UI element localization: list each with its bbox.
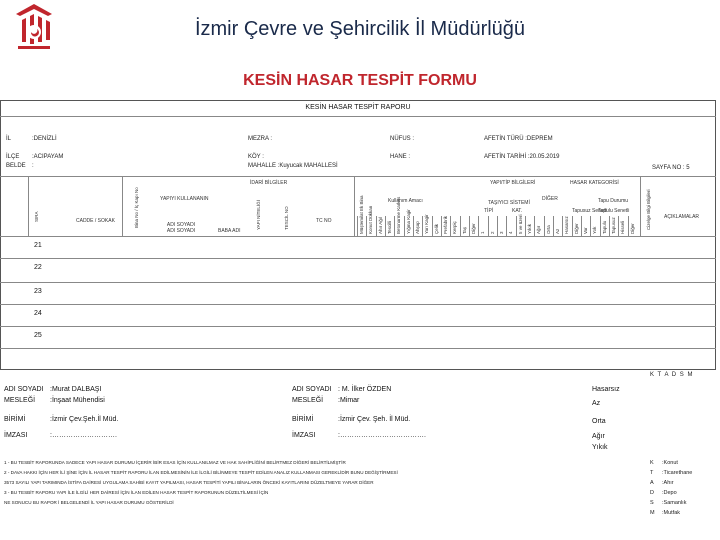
belde-label: BELDE (6, 163, 26, 169)
sub-column-header: Orta (545, 225, 551, 234)
sub-column-header: Taş (461, 226, 467, 234)
column-divider (553, 216, 554, 236)
legend-desc: :Samanlık (662, 500, 687, 506)
right-sign: :………………………………. (338, 432, 426, 439)
bina-no-header: Bina No / İç Kapı No (134, 187, 139, 228)
column-divider (441, 216, 442, 236)
column-divider (460, 216, 461, 236)
mezra-field: MEZRA : (248, 136, 273, 142)
damage-level: Orta (592, 418, 606, 425)
note-line: 2 - DAVA HAKKI İÇİN HER İLİ ŞİNE İÇİN İL HASAR TESPİT RAPORU İLAN EDİLMESİNİN İLE İLGİLİ BİLİNMEYE TESPİT EDİLEN ANALIZ KULLANMASI GEREKLİDİR BUNU DEĞİŞTİRMESİ (4, 470, 398, 475)
diger-header: DİĞER (542, 196, 558, 202)
mahalle-field: MAHALLE :Kuyucak MAHALLESİ (248, 163, 338, 169)
damage-level: Hasarsız (592, 386, 620, 393)
yapi-kullanan-header: YAPIYI KULLANANIN (160, 196, 209, 202)
sub-column-header: 5 ve üzeri (517, 214, 523, 234)
note-line: 1 - BU TESBİT RAPORUNDA SADECE YAPI HASAR DURUMU İÇERİR İBİR ESAS İÇİN KULLANILMAZ VE HAK SAHİPLİĞİNİ BELİRTMEZ DİĞERİ BELİRTİLMİŞTİR (4, 460, 346, 465)
afet-turu-field: AFETİN TÜRÜ :DEPREM (484, 136, 553, 142)
column-divider (544, 216, 545, 236)
sub-column-header: Yarı Kagir (424, 214, 430, 234)
legend-desc: :Ticarethane (662, 470, 693, 476)
tasiyici-header: TAŞIYICI SİSTEMİ (488, 200, 530, 206)
idari-header: İDARİ BİLGİLER (250, 180, 288, 186)
sub-column-header: Var (583, 227, 588, 234)
row-number: 24 (34, 310, 42, 317)
note-line: NE SONUCU BU RAPOR İ BELGELENDİ İL YAPI HASAR DURUMU GÖSTERİLDİ (4, 500, 174, 505)
il-label: İL (6, 136, 12, 142)
column-divider (376, 216, 377, 236)
sub-column-header: Hisseli (620, 220, 626, 234)
sira-header: SIRA (34, 211, 39, 222)
page-title: İzmir Çevre ve Şehircilik İl Müdürlüğü (194, 18, 526, 40)
column-divider (413, 216, 414, 236)
hane-field: HANE : (390, 154, 411, 160)
left-job: :İnşaat Mühendisi (50, 397, 105, 404)
sub-column-header: Betonarme Karkas (396, 196, 402, 234)
column-divider (516, 216, 517, 236)
nufus-field: NÜFUS : (390, 136, 414, 142)
sub-column-header: Tapusuz (611, 217, 616, 234)
baba-adi-header: BABA ADI (218, 228, 241, 234)
legend-code: A (650, 480, 654, 486)
legend-desc: :Konut (662, 460, 678, 466)
tapusuz-header: Tapusuz Senetli (572, 208, 608, 214)
tc-no-header: TC NO (316, 218, 332, 224)
column-divider (628, 216, 629, 236)
tapulu-header: Tapulu Senetli (598, 208, 630, 214)
right-job-label: MESLEĞİ (292, 397, 324, 404)
left-sign: :………………………. (50, 432, 117, 439)
column-divider (432, 216, 433, 236)
left-unit: :İzmir Çev.Şeh.İl Müd. (50, 416, 119, 423)
left-sign-label: İMZASI (4, 432, 28, 439)
legend-desc: :Ahır (662, 480, 674, 486)
legend-desc: :Depo (662, 490, 677, 496)
note-line: 3573 SAYILI YAPI TARIMINDA İSTİFA DAİRESİ UYGULAMA SAHİBİ KAYIT YAPILMASI, HASAR TESPİTİ YAPILI BİNALARIN ÖNCEKİ KAYITLARINI DÜZELTMEYE YARAR DİĞER (4, 480, 374, 485)
sub-column-header: Konut Dükkan (368, 205, 374, 234)
column-divider (609, 216, 610, 236)
sub-column-header: 1 (480, 231, 486, 234)
column-divider (497, 216, 498, 236)
sub-column-header: Yığma Kagir (405, 209, 411, 234)
column-divider (600, 216, 601, 236)
right-name-label: ADI SOYADI (292, 386, 332, 393)
sub-column-header: 4 (508, 231, 514, 234)
afet-tarihi-field: AFETİN TARİHİ :20.05.2019 (484, 154, 560, 160)
hasar-header: HASAR KATEGORİSİ (570, 180, 619, 186)
sub-column-header: Yok (592, 226, 598, 234)
sub-column-header: Ahşap (415, 221, 420, 234)
tescil-no-header: TESCİL NO (284, 206, 289, 230)
koy-field: KÖY : (248, 154, 264, 160)
legend-desc: :Mutfak (662, 510, 681, 516)
row-number: 23 (34, 288, 42, 295)
kat-header: KAT. (512, 208, 523, 214)
column-divider (581, 216, 582, 236)
legend-code: S (650, 500, 654, 506)
cadde-header: CADDE / SOKAK (76, 218, 115, 224)
form-title: KESİN HASAR TESPİT FORMU (243, 72, 477, 89)
page-number: SAYFA NO : 5 (652, 165, 690, 171)
column-divider (525, 216, 526, 236)
left-job-label: MESLEĞİ (4, 397, 36, 404)
right-unit-label: BİRİMİ (292, 416, 314, 423)
sub-column-header: Hasarsız (564, 216, 570, 234)
sub-column-header: Az (555, 228, 560, 234)
right-sign-label: İMZASI (292, 432, 316, 439)
column-divider (357, 216, 358, 236)
sub-column-header: 2 (489, 231, 495, 234)
sub-column-header: Diğer (629, 223, 635, 234)
kullanim-header: Kullanım Amacı (388, 198, 423, 204)
tapu-durumu-header: Tapu Durumu (598, 198, 629, 204)
legend-codes: K T A D S M (650, 372, 694, 378)
column-divider (572, 216, 573, 236)
sub-column-header: 3 (499, 231, 504, 234)
left-unit-label: BİRİMİ (4, 416, 26, 423)
belde-value: : (32, 163, 34, 169)
right-unit: :İzmir Çev. Şeh. İl Müd. (338, 416, 411, 423)
adi-soyadi-header: ADI SOYADI ADI SOYADI (166, 222, 196, 234)
il-value: :DENİZLİ (32, 136, 57, 142)
legend-code: K (650, 460, 654, 466)
sub-column-header: Tapulu (601, 220, 607, 234)
sub-column-header: Ahır Ağıl (377, 216, 383, 234)
column-divider (385, 216, 386, 236)
damage-level: Az (592, 400, 601, 407)
left-name-label: ADI SOYADI (4, 386, 44, 393)
legend-code: T (650, 470, 654, 476)
ilce-label: İLÇE (6, 154, 20, 160)
sub-column-header: Çelik (433, 223, 439, 234)
sub-column-header: Tescilli (387, 220, 392, 234)
column-divider (404, 216, 405, 236)
legend-code: D (650, 490, 654, 496)
right-name: : M. İlker ÖZDEN (338, 386, 392, 393)
right-job: :Mimar (338, 397, 360, 404)
aciklama-header: AÇIKLAMALAR (664, 214, 700, 220)
left-name: :Murat DALBAŞI (50, 386, 102, 393)
ilce-value: :ACIPAYAM (32, 154, 64, 160)
tipi-header: TİPİ (484, 208, 494, 214)
sub-column-header: Diğer (471, 223, 476, 234)
sub-column-header: Müştemilat Ek Bina (359, 195, 364, 234)
report-title: KESİN HASAR TESPİT RAPORU (305, 104, 411, 111)
row-number: 25 (34, 332, 42, 339)
cizelge-header: Cizelge Bilgi Bilgileri (646, 189, 651, 230)
damage-level: Ağır (592, 433, 605, 440)
sub-column-header: Ağır (536, 225, 542, 234)
sub-column-header: Yıkık (527, 223, 532, 234)
yapi-header: YAPI/TİP BİLGİLERİ (490, 180, 536, 186)
sub-column-header: Prefabrik (443, 215, 448, 234)
legend-code: M (650, 510, 655, 516)
damage-level: Yıkık (592, 444, 608, 451)
column-divider (469, 216, 470, 236)
column-divider (488, 216, 489, 236)
yapi-niteligi-header: YAPI NİTELİĞİ (256, 200, 261, 230)
note-line: 3 - BU TESBİT RAPORU YAPI İLE İLGİLİ HER DAİRESİ İÇİN İLAN EDİLEN HASAR TESPİT RAPORUNUN DÜZELTİLMESİ İÇİN (4, 490, 269, 495)
sub-column-header: Kerpiç (452, 221, 458, 234)
sub-column-header: Diğer (573, 223, 579, 234)
row-number: 21 (34, 242, 42, 249)
row-number: 22 (34, 264, 42, 271)
